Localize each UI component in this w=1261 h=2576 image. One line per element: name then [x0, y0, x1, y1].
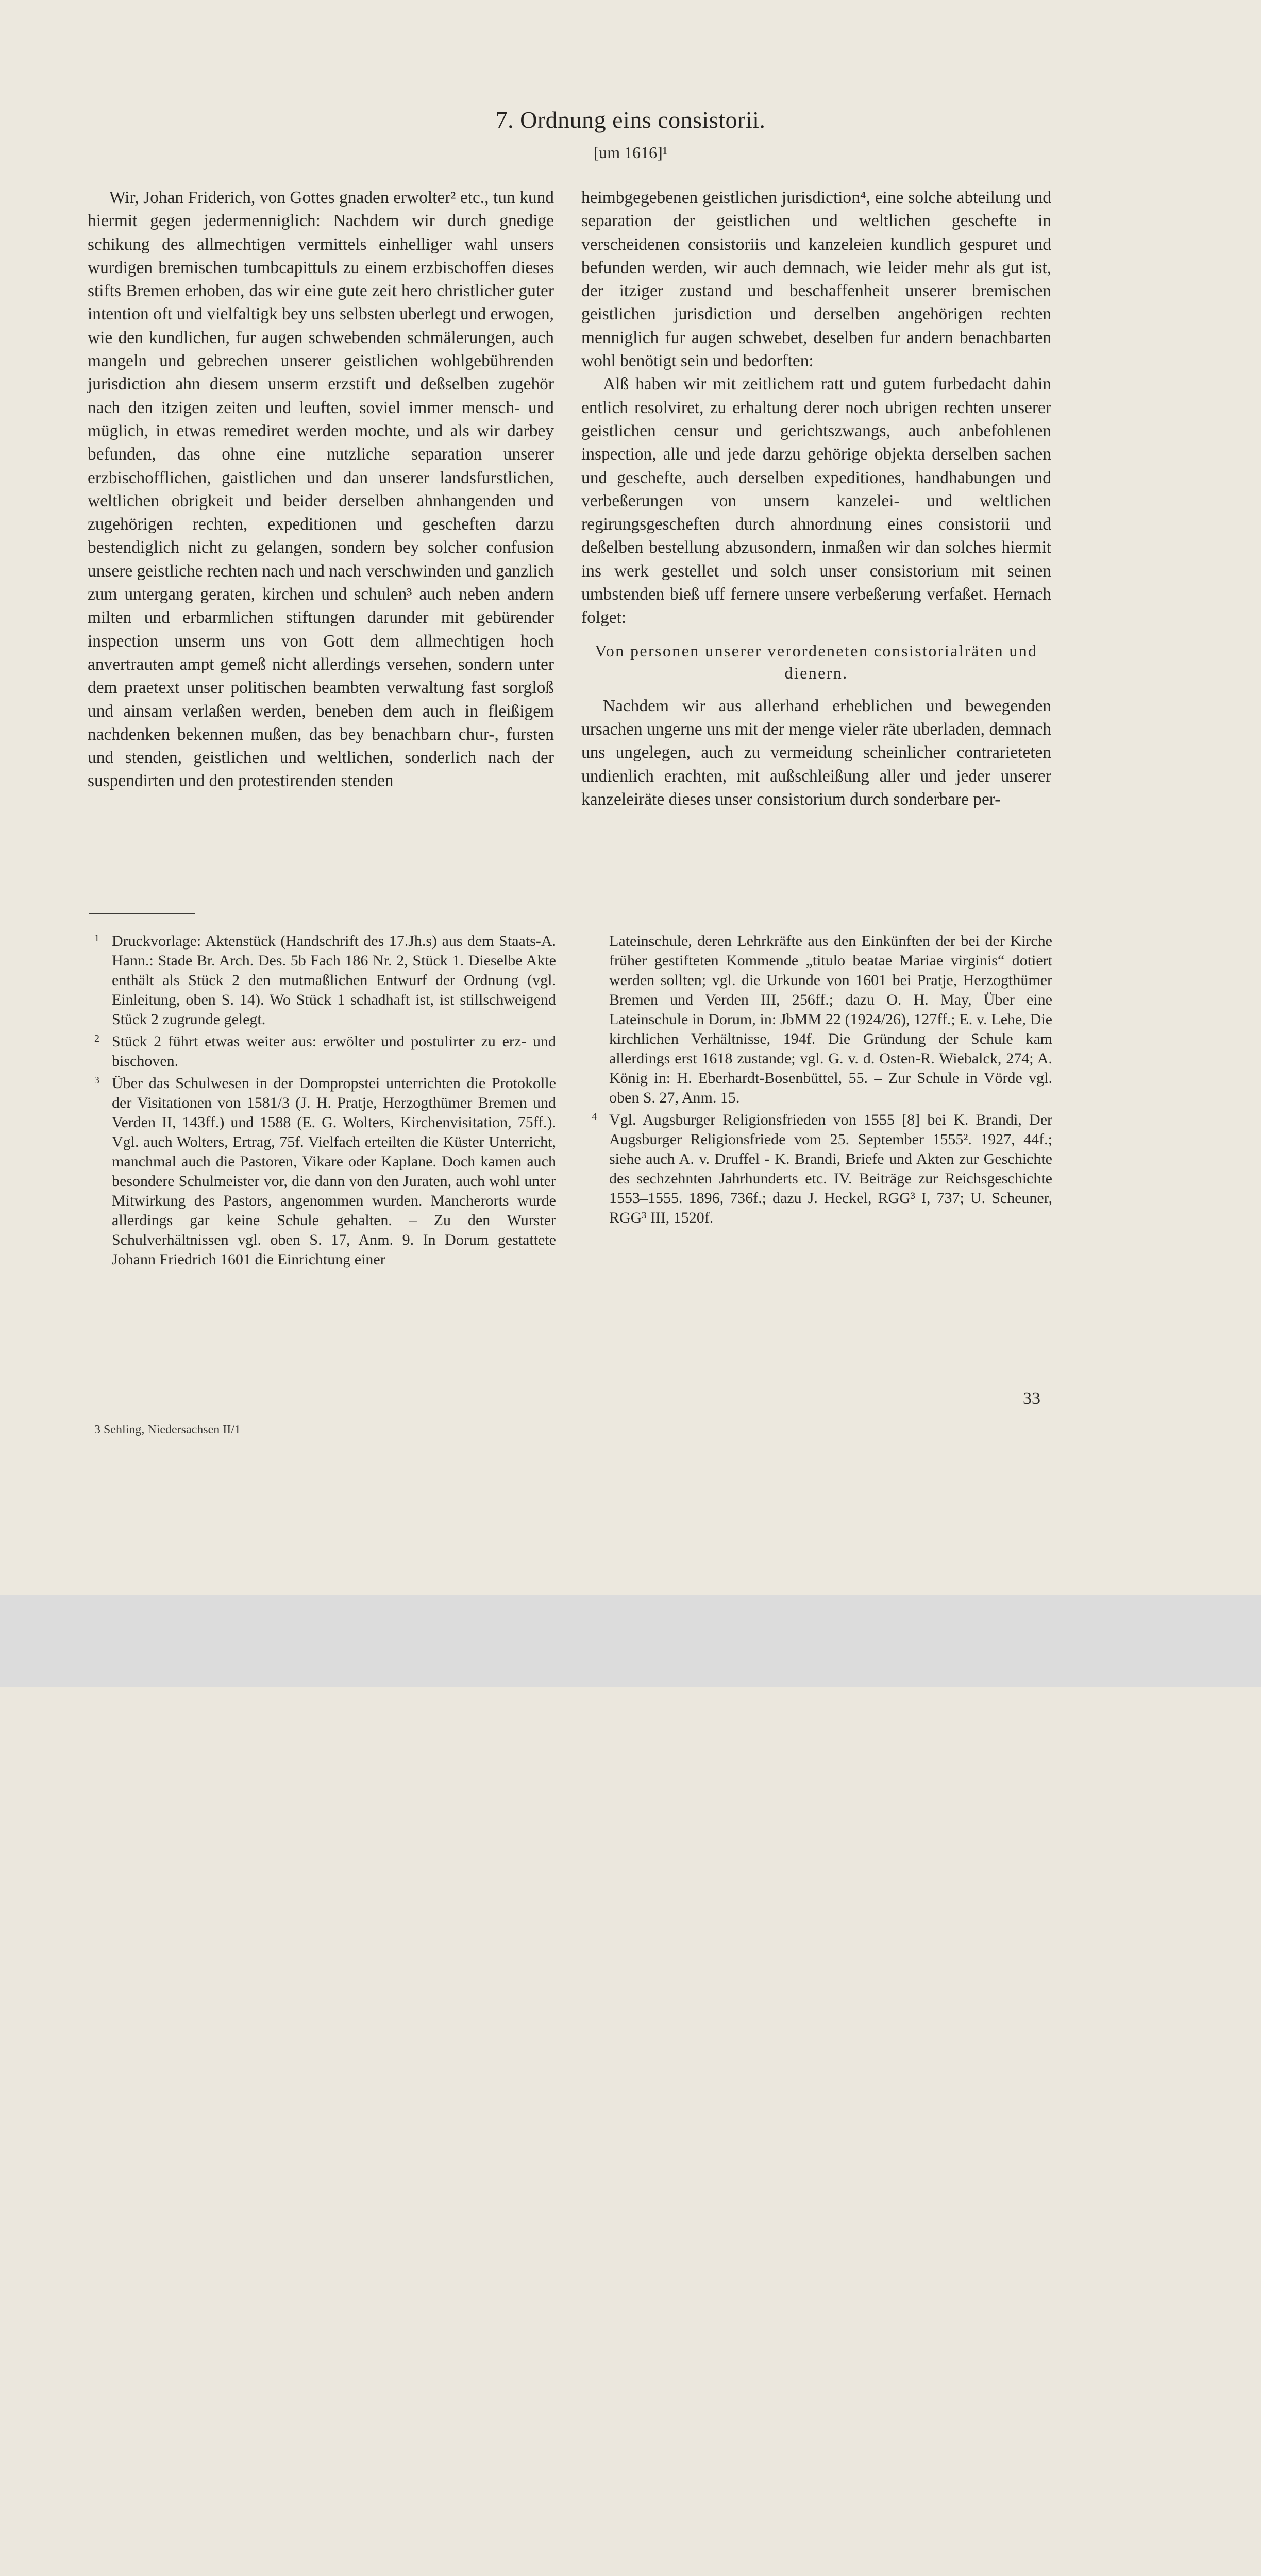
section-heading: Von personen unserer verordeneten consistorialräten und dienern. [595, 641, 1038, 682]
footnote-marker: 2 [94, 1033, 99, 1044]
footnote-divider [89, 913, 195, 914]
printer-signature: 3 Sehling, Niedersachsen II/1 [94, 1423, 241, 1436]
footnote-text: Lateinschule, deren Lehrkräfte aus den Einkünften der bei der Kirche früher gestifteten Kommende „titulo beatae Mariae virginis“ dotiert werden sollten; vgl. die Urkunde von 1601 bei Pratje, Herzogthümer Bremen und Verden III, 256ff.; dazu O. H. May, Über eine Lateinschule in Dorum, in: JbMM 22 (1924/26), 127ff.; E. v. Lehe, Die kirchlichen Verhältnisse, 194f. Die Gründung der Schule kam allerdings erst 1618 zustande; vgl. G. v. d. Osten-R. Wiebalck, 274; A. König in: H. Eberhardt-Bosenbüttel, 55. – Zur Schule in Vörde vgl. oben S. 27, Anm. 15. [609, 933, 1052, 1106]
footnote-marker: 4 [592, 1111, 597, 1123]
footnote-marker: 1 [94, 933, 99, 944]
page-number: 33 [1023, 1389, 1040, 1408]
footnote-2 [94, 1032, 556, 1071]
footnote-3-continued [592, 931, 1052, 1108]
body-paragraph: Alß haben wir mit zeitlichem ratt und gutem furbedacht dahin entlich resolviret, zu erhaltung derer noch ubrigen rechten unserer geistlichen censur und gerichtszwangs, auch anbefohlenen inspection, alle und jede darzu gehörige objekta derselben sachen und gescheftе, auch derselben expeditiones, handhabungen und verbeßerungen von unsern kanzelei- und weltlichen regirungsgescheften durch ahnordnung eines consistorii und deßelben bestellung abzusondern, inmaßen wir dan solches hiermit ins werk gestellet und solch unser consistorium mit seinen umbstenden bieß uff fernere unsere verbeßerung verfaßet. Hernach folget: [581, 375, 1051, 628]
footnote-1 [94, 931, 556, 1029]
date-line: [um 1616]¹ [593, 143, 668, 162]
footnote-marker: 3 [94, 1075, 99, 1086]
right-text-column [581, 186, 1051, 811]
left-text-column [88, 186, 554, 793]
footnote-text: Stück 2 führt etwas weiter aus: erwölter und postulirter zu erz- und bischoven. [112, 1033, 556, 1070]
footnote-text: Druckvorlage: Aktenstück (Handschrift des 17.Jh.s) aus dem Staats-A. Hann.: Stade Br. Arch. Des. 5b Fach 186 Nr. 2, Stück 1. Dieselbe Akte enthält als Stück 2 den mutmaßlichen Entwurf der Ordnung (vgl. Einleitung, oben S. 14). Wo Stück 1 schadhaft ist, ist stillschweigend Stück 2 zugrunde gelegt. [112, 933, 556, 1028]
footnote-3 [94, 1074, 556, 1269]
footnotes-left [94, 931, 556, 1272]
body-paragraph: Nachdem wir aus allerhand erheblichen und bewegenden ursachen ungerne uns mit der menge vieler räte uberladen, demnach uns ungelegen, auch zu vermeidung scheinlicher contrarieteten undienlich erachten, mit außschleißung aller und jeder unserer kanzeleiräte dieses unser consistorium durch sonderbare per- [581, 696, 1051, 809]
viewer-footer-bar [0, 1595, 1261, 1687]
footnote-4 [592, 1110, 1052, 1228]
page-title: 7. Ordnung eins consistorii. [495, 107, 766, 133]
body-paragraph: Wir, Johan Friderich, von Gottes gnaden erwolter² etc., tun kund hiermit gegen jedermenniglich: Nachdem wir durch gnedige schikung des allmechtigen vermittels einhelliger wahl unsers wurdigen bremischen tumbcapittuls zu einem erzbischoffen dieses stifts Bremen erhoben, das wir eine gute zeit hero christlicher guter intention oft und vielfaltigk bey uns selbsten uberlegt und erwogen, wie den kundlichen, fur augen schwebenden schmälerungen, auch mangeln und gebrechen unserer geistlichen wohlgebührenden jurisdiction ahn diesem unserm erzstift und deßselben zugehör nach den itzigen zeiten und leuften, soviel immer mensch- und müglich, in etwas remediret werden mochte, und als wir darbey befunden, das ohne eine nutzliche separation unserer erzbischofflichen, gaistlichen und dan unserer landsfurstlichen, weltlichen obrigkeit und beider derselben ahnhangenden und zugehörigen rechten, expeditionen und gescheften darzu bestendiglich nicht zu gelangen, sondern bey solcher confusion unsere geistliche rechten nach und nach verschwinden und ganzlich zum untergang geraten, kirchen und schulen³ auch neben andern milten und erbarmlichen stiftungen darunder mit gebürender inspection unserm uns von Gott dem allmechtigen hoch anvertrauten ampt gemeß nicht allerdings versehen, sondern unter dem praetext unser politischen beambten verwaltung fast sorgloß und ainsam verlaßen werden, beneben dem auch in fleißigem nachdenken bekennen mußen, das bey benachbarn chur-, fursten und stenden, geistlichen und weltlichen, sonderlich nach der suspendirten und den protestirenden stenden [88, 188, 554, 791]
footnote-text: Vgl. Augsburger Religionsfrieden von 1555 [8] bei K. Brandi, Der Augsburger Religionsfriede vom 25. September 1555². 1927, 44f.; siehe auch A. v. Druffel - K. Brandi, Briefe und Akten zur Geschichte des sechzehnten Jahrhunderts etc. IV. Beiträge zur Reichsgeschichte 1553–1555. 1896, 736f.; dazu J. Heckel, RGG³ I, 737; U. Scheuner, RGG³ III, 1520f. [609, 1111, 1052, 1226]
body-paragraph: heimbgegebenen geistlichen jurisdiction⁴, eine solche abteilung und separation der geistlichen und weltlichen geschefte in verscheidenen consistoriis und kanzeleien kundlich gespuret und befunden werden, wir auch demnach, wie leider mehr als gut ist, der itziger zustand und beschaffenheit unserer bremischen geistlichen jurisdiction und derselben angehörigen rechten menniglich fur augen schwebet, deselben fur andern benachbarten wohl benötigt sein und bedorften: [581, 188, 1051, 371]
footnotes-right [592, 931, 1052, 1230]
footnote-text: Über das Schulwesen in der Dompropstei unterrichten die Protokolle der Visitationen von 1581/3 (J. H. Pratje, Herzogthümer Bremen und Verden II, 143ff.) und 1588 (E. G. Wolters, Kirchenvisitation, 75ff.). Vgl. auch Wolters, Ertrag, 75f. Vielfach erteilten die Küster Unterricht, manchmal auch die Pastoren, Vikare oder Kaplane. Doch kamen auch besondere Schulmeister vor, die dann von den Juraten, auch wohl unter Mitwirkung des Pastors, angenommen wurden. Mancherorts wurde allerdings gar keine Schule gehalten. – Zu den Wurster Schulverhältnissen vgl. oben S. 17, Anm. 9. In Dorum gestattete Johann Friedrich 1601 die Einrichtung einer [112, 1075, 556, 1268]
